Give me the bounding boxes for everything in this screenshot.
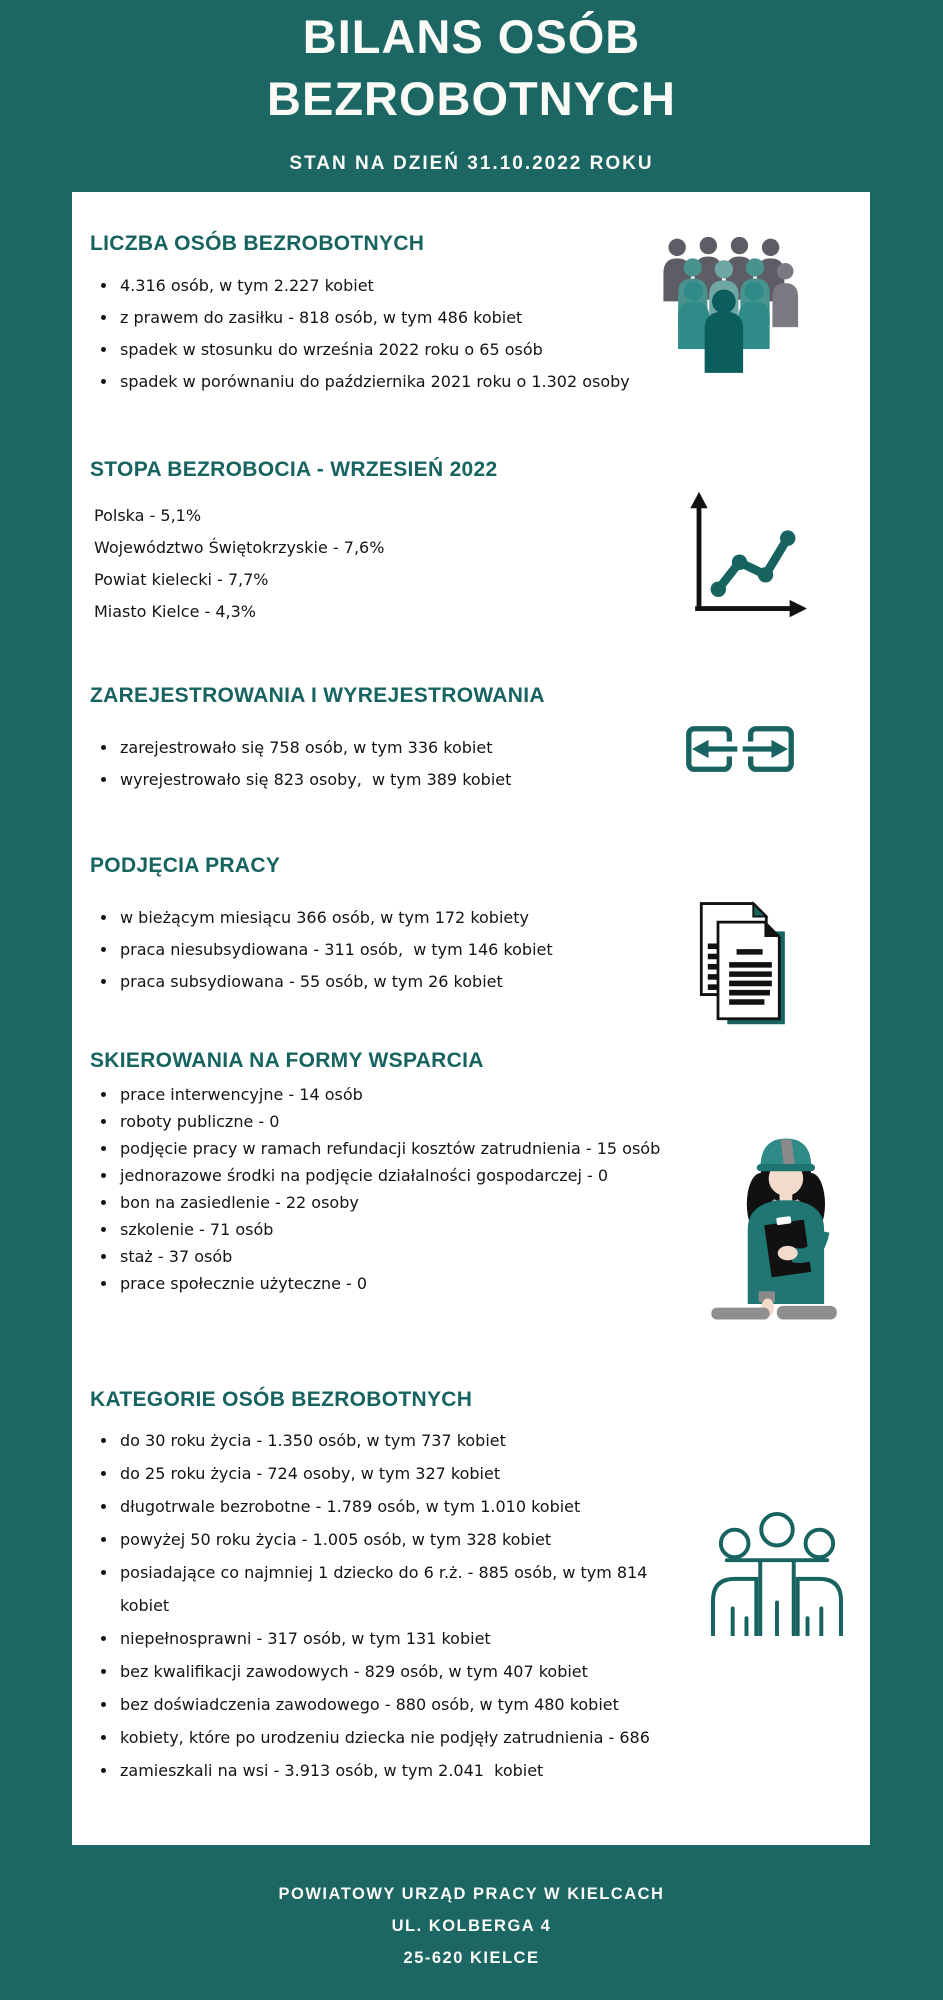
bullet-item: • praca subsydiowana - 55 osób, w tym 26 kobiet xyxy=(118,966,678,998)
bullet-item: • zamieszkali na wsi - 3.913 osób, w tym 2.041 kobiet xyxy=(118,1754,678,1787)
bullet-item: • jednorazowe środki na podjęcie działalności gospodarczej - 0 xyxy=(118,1162,728,1189)
bullet-item: • zarejestrowało się 758 osób, w tym 336 kobiet xyxy=(118,732,678,764)
bullet-list-unemployed-count xyxy=(90,270,678,398)
bullet-item: • z prawem do zasiłku - 818 osób, w tym 486 kobiet xyxy=(118,302,678,334)
bullet-item: • prace interwencyjne - 14 osób xyxy=(118,1081,728,1108)
bullet-list-job-takeups xyxy=(90,902,678,998)
line-chart-icon xyxy=(672,488,807,623)
bullet-item: • bon na zasiedlenie - 22 osoby xyxy=(118,1189,728,1216)
footer-org-name: POWIATOWY URZĄD PRACY W KIELCACH xyxy=(278,1885,665,1903)
rate-line: Powiat kielecki - 7,7% xyxy=(94,570,269,589)
bullet-item: • staż - 37 osób xyxy=(118,1243,728,1270)
bullet-item: • powyżej 50 roku życia - 1.005 osób, w tym 328 kobiet xyxy=(118,1523,678,1556)
page-title xyxy=(0,6,943,130)
bullet-item: • posiadające co najmniej 1 dziecko do 6 r.ż. - 885 osób, w tym 814 kobiet xyxy=(118,1556,678,1622)
footer-city: 25-620 KIELCE xyxy=(403,1949,540,1967)
bullet-item: • kobiety, które po urodzeniu dziecka nie podjęły zatrudnienia - 686 xyxy=(118,1721,678,1754)
bullet-list-registrations xyxy=(90,732,678,796)
bullet-item: • 4.316 osób, w tym 2.227 kobiet xyxy=(118,270,678,302)
bullet-item: • niepełnosprawni - 317 osób, w tym 131 kobiet xyxy=(118,1622,678,1655)
page-title-line1: BILANS OSÓB xyxy=(302,10,641,63)
rate-line: Miasto Kielce - 4,3% xyxy=(94,602,256,621)
bullet-item: • spadek w stosunku do września 2022 roku o 65 osób xyxy=(118,334,678,366)
line-list-unemployment-rate xyxy=(90,500,612,628)
footer xyxy=(0,1878,943,1974)
page-subtitle: STAN NA DZIEŃ 31.10.2022 ROKU xyxy=(289,153,654,174)
crowd-icon xyxy=(657,237,799,375)
bullet-item: • spadek w porównaniu do października 2021 roku o 1.302 osoby xyxy=(118,366,678,398)
bullet-list-support-referrals xyxy=(90,1081,728,1297)
section-heading-unemployed-count: LICZBA OSÓB BEZROBOTNYCH xyxy=(90,232,425,255)
bullet-item: • do 30 roku życia - 1.350 osób, w tym 737 kobiet xyxy=(118,1424,678,1457)
bullet-list-unemployed-categories xyxy=(90,1424,678,1787)
bullet-item: • do 25 roku życia - 724 osoby, w tym 327 kobiet xyxy=(118,1457,678,1490)
bullet-item: • roboty publiczne - 0 xyxy=(118,1108,728,1135)
bullet-item: • w bieżącym miesiącu 366 osób, w tym 172 kobiety xyxy=(118,902,678,934)
rate-line: Województwo Świętokrzyskie - 7,6% xyxy=(94,538,385,557)
footer-street: UL. KOLBERGA 4 xyxy=(391,1917,552,1935)
section-heading-support-referrals: SKIEROWANIA NA FORMY WSPARCIA xyxy=(90,1049,484,1072)
page-title-line2: BEZROBOTNYCH xyxy=(267,72,676,125)
bullet-item: • szkolenie - 71 osób xyxy=(118,1216,728,1243)
engineer-woman-icon xyxy=(705,1124,865,1324)
section-heading-job-takeups: PODJĘCIA PRACY xyxy=(90,854,281,877)
in-out-arrows-icon xyxy=(684,720,796,778)
content-card xyxy=(72,192,870,1845)
rate-line: Polska - 5,1% xyxy=(94,506,202,525)
bullet-item: • wyrejestrowało się 823 osoby, w tym 389 kobiet xyxy=(118,764,678,796)
section-heading-registrations: ZAREJESTROWANIA I WYREJESTROWANIA xyxy=(90,684,545,707)
team-outline-icon xyxy=(702,1508,852,1636)
section-heading-unemployment-rate: STOPA BEZROBOCIA - WRZESIEŃ 2022 xyxy=(90,458,498,481)
bullet-item: • bez doświadczenia zawodowego - 880 osób, w tym 480 kobiet xyxy=(118,1688,678,1721)
bullet-item: • prace społecznie użyteczne - 0 xyxy=(118,1270,728,1297)
documents-icon xyxy=(688,898,800,1028)
bullet-item: • praca niesubsydiowana - 311 osób, w tym 146 kobiet xyxy=(118,934,678,966)
section-heading-unemployed-categories: KATEGORIE OSÓB BEZROBOTNYCH xyxy=(90,1388,473,1411)
bullet-item: • bez kwalifikacji zawodowych - 829 osób, w tym 407 kobiet xyxy=(118,1655,678,1688)
bullet-item: • długotrwale bezrobotne - 1.789 osób, w tym 1.010 kobiet xyxy=(118,1490,678,1523)
bullet-item: • podjęcie pracy w ramach refundacji kosztów zatrudnienia - 15 osób xyxy=(118,1135,728,1162)
